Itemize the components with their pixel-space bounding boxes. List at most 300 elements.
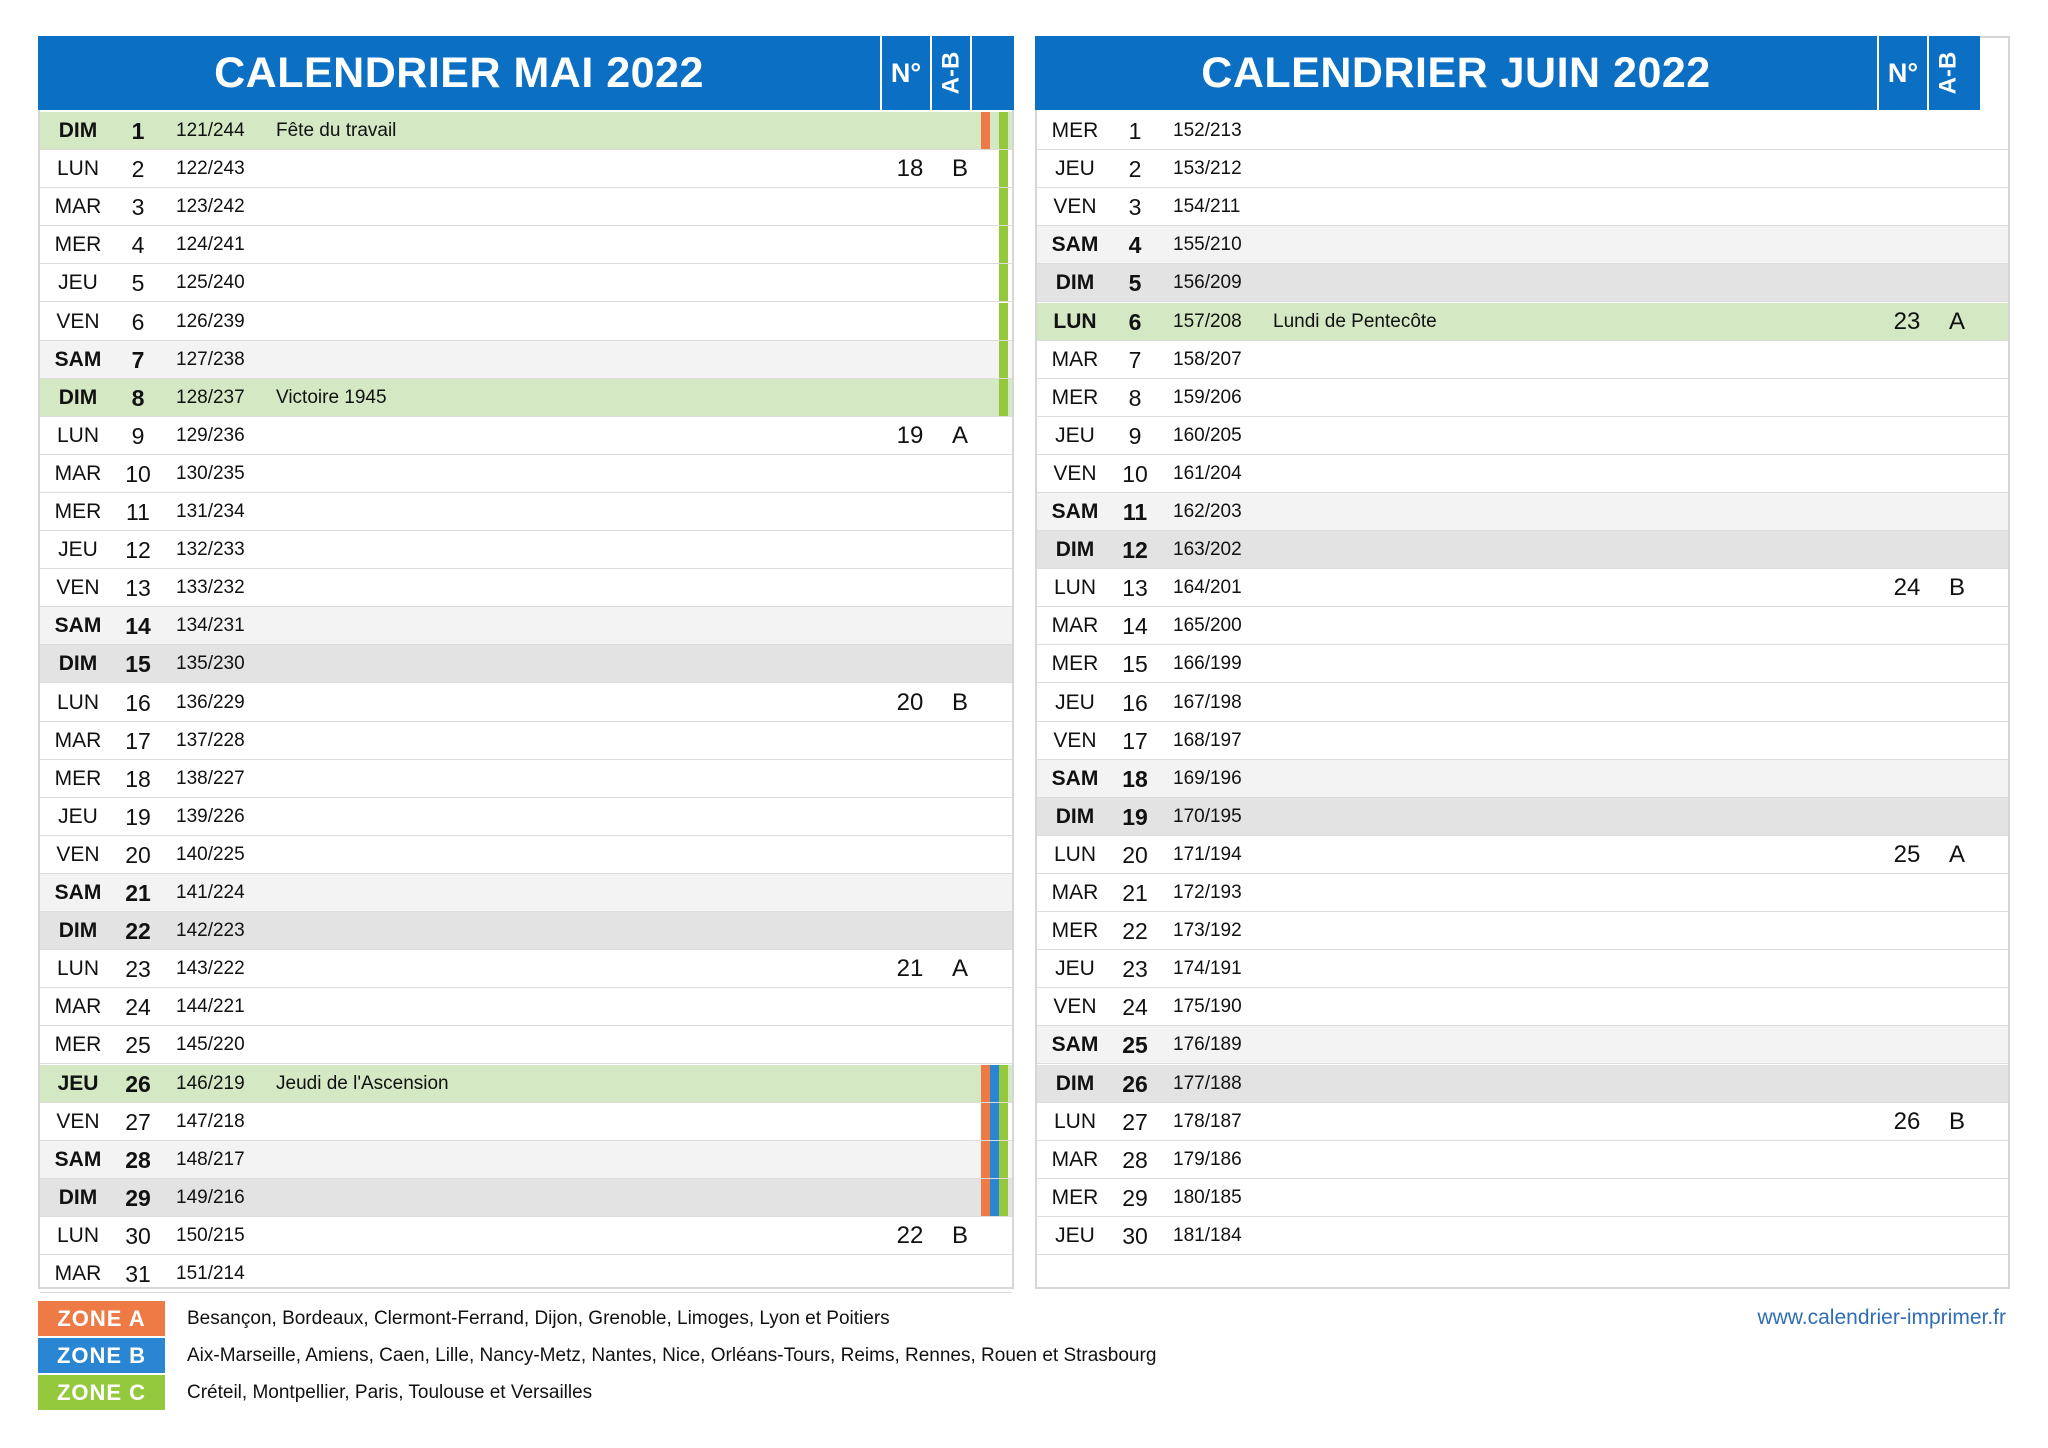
day-number: 8 <box>1128 384 1142 411</box>
day-number: 13 <box>125 575 151 602</box>
day-number: 10 <box>1122 460 1148 487</box>
day-of-year: 139/226 <box>176 805 245 827</box>
weekday: MAR <box>1051 614 1099 638</box>
day-of-year: 137/228 <box>176 729 245 751</box>
weekday: LUN <box>1053 576 1096 600</box>
day-of-year: 141/224 <box>176 882 245 903</box>
day-number: 4 <box>1128 232 1142 259</box>
weekday: MAR <box>1051 881 1099 904</box>
weekday: LUN <box>56 423 99 447</box>
school-holiday-zone-c-marker <box>999 188 1008 225</box>
weekday: MER <box>1051 385 1099 409</box>
june-header <box>1035 36 1980 110</box>
day-of-year: 134/231 <box>176 615 245 637</box>
day-of-year: 171/194 <box>1173 843 1242 865</box>
day-of-year: 128/237 <box>176 386 245 408</box>
day-row <box>40 112 1012 150</box>
day-row <box>40 264 1012 302</box>
day-row <box>1037 722 2008 760</box>
weekday: SAM <box>1051 766 1099 790</box>
day-number: 2 <box>1128 156 1142 183</box>
day-of-year: 178/187 <box>1173 1110 1242 1132</box>
day-row <box>40 950 1012 988</box>
day-row <box>40 341 1012 379</box>
day-of-year: 163/202 <box>1173 539 1242 561</box>
may-title: CALENDRIER MAI 2022 <box>214 48 704 97</box>
day-row <box>1037 760 2008 798</box>
holiday-name: Fête du travail <box>276 120 397 141</box>
day-of-year: 133/232 <box>176 577 245 599</box>
weekday: MAR <box>54 728 102 752</box>
day-number: 30 <box>1122 1222 1148 1249</box>
weekday: VEN <box>56 576 100 600</box>
day-number: 14 <box>125 613 151 640</box>
day-of-year: 148/217 <box>176 1148 245 1170</box>
weekday: DIM <box>1055 538 1095 562</box>
day-row <box>40 912 1012 950</box>
weekday: DIM <box>1055 1071 1095 1095</box>
weekday: DIM <box>58 385 98 409</box>
day-number: 2 <box>131 156 145 183</box>
day-of-year: 156/209 <box>1173 272 1242 294</box>
may-zone-column-header <box>970 36 1000 110</box>
weekday: LUN <box>1053 842 1096 866</box>
weekday: MAR <box>54 995 102 1019</box>
week-number: 26 <box>1893 1107 1921 1135</box>
week-ab: B <box>951 155 968 183</box>
day-number: 16 <box>125 689 151 716</box>
day-number: 12 <box>125 537 151 564</box>
day-of-year: 175/190 <box>1173 996 1242 1018</box>
week-number: 18 <box>896 155 924 183</box>
may-ab-column-header: A-B <box>930 36 970 110</box>
day-of-year: 172/193 <box>1173 882 1242 903</box>
day-row <box>40 760 1012 798</box>
day-row <box>40 645 1012 683</box>
school-holiday-zone-a-marker <box>981 1065 990 1102</box>
day-row <box>1037 379 2008 417</box>
weekday: LUN <box>1053 1109 1096 1133</box>
website-link[interactable]: www.calendrier-imprimer.fr <box>1757 1306 2006 1329</box>
day-number: 15 <box>125 651 151 678</box>
day-row <box>1037 417 2008 455</box>
day-number: 22 <box>1122 918 1148 945</box>
june-week-column-header: N° <box>1877 36 1927 110</box>
week-number: 23 <box>1893 307 1921 335</box>
day-row <box>1037 1026 2008 1064</box>
day-of-year: 122/243 <box>176 158 245 180</box>
day-of-year: 140/225 <box>176 843 245 865</box>
week-ab: A <box>951 955 968 983</box>
day-of-year: 131/234 <box>176 501 245 522</box>
day-of-year: 142/223 <box>176 920 245 942</box>
weekday: MER <box>1051 919 1099 943</box>
day-number: 4 <box>131 232 145 259</box>
day-row <box>1037 493 2008 531</box>
day-row <box>40 1103 1012 1141</box>
day-row <box>40 684 1012 722</box>
day-of-year: 127/238 <box>176 348 245 370</box>
day-of-year: 157/208 <box>1173 310 1242 332</box>
may-week-column-header: N° <box>880 36 930 110</box>
day-number: 5 <box>131 270 145 297</box>
day-row <box>40 798 1012 836</box>
day-row <box>40 226 1012 264</box>
day-row <box>1037 1103 2008 1141</box>
weekday: VEN <box>1053 461 1097 485</box>
day-number: 7 <box>1128 346 1142 373</box>
day-number: 1 <box>1128 118 1142 144</box>
weekday: VEN <box>1053 728 1097 752</box>
june-title: CALENDRIER JUIN 2022 <box>1201 48 1711 97</box>
weekday: MER <box>54 1033 102 1057</box>
day-of-year: 177/188 <box>1173 1072 1242 1094</box>
day-row <box>40 836 1012 874</box>
day-row <box>1037 264 2008 302</box>
day-of-year: 146/219 <box>176 1072 245 1094</box>
day-number: 1 <box>131 118 145 144</box>
day-row <box>1037 684 2008 722</box>
day-number: 18 <box>1122 765 1148 792</box>
day-of-year: 160/205 <box>1173 424 1242 446</box>
june-calendar <box>1035 36 2010 1289</box>
weekday: LUN <box>56 690 99 714</box>
school-holiday-zone-a-marker <box>981 1141 990 1178</box>
weekday: VEN <box>1053 195 1097 219</box>
day-number: 20 <box>1122 841 1148 868</box>
may-calendar <box>38 36 1014 1289</box>
day-of-year: 124/241 <box>176 234 245 256</box>
day-of-year: 154/211 <box>1173 196 1241 218</box>
day-number: 21 <box>1122 880 1148 906</box>
day-of-year: 174/191 <box>1173 958 1242 980</box>
day-row <box>1037 836 2008 874</box>
school-holiday-zone-c-marker <box>999 1103 1008 1140</box>
day-number: 9 <box>1128 422 1142 449</box>
day-number: 17 <box>125 727 151 754</box>
day-number: 9 <box>131 422 145 449</box>
day-row <box>40 1026 1012 1064</box>
day-row <box>1037 188 2008 226</box>
weekday: SAM <box>1051 500 1099 523</box>
weekday: VEN <box>1053 995 1097 1019</box>
day-of-year: 168/197 <box>1173 729 1242 751</box>
school-holiday-zone-a-marker <box>981 112 990 149</box>
day-number: 24 <box>125 994 151 1021</box>
day-number: 11 <box>126 499 150 525</box>
day-of-year: 166/199 <box>1173 653 1242 675</box>
school-holiday-zone-c-marker <box>999 379 1008 416</box>
weekday: DIM <box>1055 804 1095 828</box>
day-row <box>1037 645 2008 683</box>
zone-label: ZONE A <box>38 1301 165 1336</box>
day-number: 21 <box>125 880 151 906</box>
weekday: VEN <box>56 309 100 333</box>
week-ab: B <box>951 1221 968 1249</box>
day-row <box>1037 1141 2008 1179</box>
day-row <box>1037 112 2008 150</box>
school-holiday-zone-c-marker <box>999 303 1008 340</box>
weekday: MER <box>54 500 102 523</box>
week-number: 19 <box>896 421 924 449</box>
weekday: MAR <box>54 461 102 485</box>
day-row <box>40 874 1012 912</box>
day-row <box>40 569 1012 607</box>
weekday: JEU <box>1055 157 1095 181</box>
zone-label: ZONE C <box>38 1375 165 1410</box>
day-of-year: 169/196 <box>1173 767 1242 789</box>
weekday: SAM <box>1051 1033 1099 1057</box>
day-number: 3 <box>1128 194 1142 221</box>
weekday: DIM <box>58 652 98 676</box>
day-of-year: 147/218 <box>176 1110 245 1132</box>
weekday: JEU <box>1055 690 1095 714</box>
day-number: 13 <box>1122 575 1148 602</box>
day-number: 31 <box>125 1261 151 1287</box>
day-row <box>1037 150 2008 188</box>
day-of-year: 164/201 <box>1173 577 1242 599</box>
day-number: 25 <box>125 1032 151 1059</box>
school-holiday-zone-b-marker <box>990 1141 999 1178</box>
day-row <box>1037 988 2008 1026</box>
day-row <box>40 188 1012 226</box>
day-number: 12 <box>1122 537 1148 564</box>
weekday: JEU <box>1055 957 1095 981</box>
day-row <box>1037 874 2008 912</box>
day-of-year: 179/186 <box>1173 1148 1242 1170</box>
day-row <box>1037 607 2008 645</box>
day-row <box>40 1179 1012 1217</box>
day-number: 26 <box>125 1070 151 1097</box>
day-number: 3 <box>131 194 145 221</box>
school-holiday-zone-a-marker <box>981 1179 990 1216</box>
weekday: MER <box>1051 652 1099 676</box>
day-of-year: 162/203 <box>1173 501 1242 522</box>
day-row <box>40 607 1012 645</box>
week-ab: A <box>1948 307 1965 335</box>
day-of-year: 145/220 <box>176 1034 245 1056</box>
day-row <box>1037 950 2008 988</box>
weekday: SAM <box>54 1147 102 1171</box>
school-holiday-zone-c-marker <box>999 1065 1008 1102</box>
school-holiday-zone-b-marker <box>990 1065 999 1102</box>
day-of-year: 143/222 <box>176 958 245 980</box>
week-ab: B <box>951 688 968 716</box>
week-ab: B <box>1948 574 1965 602</box>
weekday: LUN <box>56 957 99 981</box>
weekday: LUN <box>56 1223 99 1247</box>
day-row <box>40 988 1012 1026</box>
weekday: LUN <box>56 157 99 181</box>
weekday: DIM <box>1055 271 1095 295</box>
day-number: 29 <box>125 1184 151 1211</box>
day-row <box>1037 798 2008 836</box>
day-of-year: 138/227 <box>176 767 245 789</box>
day-number: 10 <box>125 460 151 487</box>
day-number: 14 <box>1122 613 1148 640</box>
week-number: 20 <box>896 688 924 716</box>
day-of-year: 135/230 <box>176 653 245 675</box>
weekday: DIM <box>58 119 98 142</box>
day-row <box>1037 226 2008 264</box>
day-number: 6 <box>1128 308 1142 335</box>
holiday-name: Jeudi de l'Ascension <box>276 1072 449 1094</box>
day-of-year: 155/210 <box>1173 234 1242 256</box>
day-number: 16 <box>1122 689 1148 716</box>
day-of-year: 152/213 <box>1173 120 1242 141</box>
weekday: MER <box>1051 119 1099 142</box>
day-number: 6 <box>131 308 145 335</box>
weekday: JEU <box>1055 423 1095 447</box>
weekday: MAR <box>1051 347 1099 371</box>
weekday: DIM <box>58 1185 98 1209</box>
day-number: 19 <box>1122 803 1148 830</box>
day-row <box>1037 341 2008 379</box>
weekday: JEU <box>57 1071 99 1095</box>
day-of-year: 180/185 <box>1173 1186 1242 1208</box>
june-ab-column-header: A-B <box>1927 36 1967 110</box>
weekday: MER <box>1051 1185 1099 1209</box>
day-row <box>40 379 1012 417</box>
day-of-year: 165/200 <box>1173 615 1242 637</box>
day-number: 25 <box>1122 1032 1148 1059</box>
day-row <box>40 455 1012 493</box>
zone-cities: Créteil, Montpellier, Paris, Toulouse et Versailles <box>187 1382 593 1403</box>
school-holiday-zone-a-marker <box>981 1103 990 1140</box>
day-row <box>40 1065 1012 1103</box>
day-number: 28 <box>125 1146 151 1173</box>
school-holiday-zone-c-marker <box>999 1179 1008 1216</box>
day-of-year: 151/214 <box>176 1263 245 1284</box>
weekday: MAR <box>54 1262 102 1285</box>
day-row <box>40 1255 1012 1293</box>
day-row <box>40 493 1012 531</box>
day-row <box>1037 455 2008 493</box>
day-number: 26 <box>1122 1070 1148 1097</box>
day-number: 27 <box>1122 1108 1148 1135</box>
zone-cities: Besançon, Bordeaux, Clermont-Ferrand, Dijon, Grenoble, Limoges, Lyon et Poitiers <box>187 1308 890 1329</box>
day-number: 30 <box>125 1222 151 1249</box>
weekday: JEU <box>58 271 98 295</box>
day-of-year: 129/236 <box>176 424 245 446</box>
day-of-year: 158/207 <box>1173 348 1242 370</box>
day-number: 19 <box>125 803 151 830</box>
day-number: 28 <box>1122 1146 1148 1173</box>
weekday: MAR <box>54 195 102 219</box>
day-number: 8 <box>131 384 145 411</box>
weekday: SAM <box>54 614 102 638</box>
weekday: JEU <box>1055 1223 1095 1247</box>
school-holiday-zone-b-marker <box>990 1103 999 1140</box>
day-number: 11 <box>1122 499 1148 525</box>
day-row <box>1037 1179 2008 1217</box>
week-ab: B <box>1948 1107 1965 1135</box>
week-ab: A <box>1948 840 1965 868</box>
day-row <box>1037 569 2008 607</box>
day-number: 7 <box>131 346 145 373</box>
day-number: 24 <box>1122 994 1148 1021</box>
day-row <box>40 1141 1012 1179</box>
weekday: JEU <box>58 538 98 562</box>
day-of-year: 123/242 <box>176 196 245 218</box>
weekday: VEN <box>56 842 100 866</box>
may-header <box>38 36 1014 110</box>
day-row <box>40 722 1012 760</box>
weekday: JEU <box>58 804 98 828</box>
school-holiday-zone-b-marker <box>990 1179 999 1216</box>
day-of-year: 161/204 <box>1173 462 1242 484</box>
day-row <box>40 1217 1012 1255</box>
day-of-year: 136/229 <box>176 691 245 713</box>
school-holiday-zone-c-marker <box>999 226 1008 263</box>
week-number: 25 <box>1893 840 1921 868</box>
day-row <box>1037 912 2008 950</box>
day-of-year: 126/239 <box>176 310 245 332</box>
holiday-name: Victoire 1945 <box>276 386 387 408</box>
day-number: 27 <box>125 1108 151 1135</box>
day-row <box>1037 303 2008 341</box>
day-row <box>40 150 1012 188</box>
week-number: 22 <box>896 1221 924 1249</box>
day-row <box>40 531 1012 569</box>
school-holiday-zone-c-marker <box>999 112 1008 149</box>
day-row <box>1037 531 2008 569</box>
day-of-year: 167/198 <box>1173 691 1242 713</box>
day-number: 18 <box>125 765 151 792</box>
day-of-year: 153/212 <box>1173 158 1242 180</box>
day-number: 5 <box>1128 270 1142 297</box>
week-number: 24 <box>1893 574 1921 602</box>
day-row <box>40 417 1012 455</box>
day-row <box>1037 1065 2008 1103</box>
day-row <box>1037 1217 2008 1255</box>
day-number: 15 <box>1122 651 1148 678</box>
day-number: 22 <box>125 918 151 945</box>
weekday: MER <box>54 233 102 257</box>
day-of-year: 173/192 <box>1173 920 1242 942</box>
day-of-year: 159/206 <box>1173 386 1242 408</box>
holiday-name: Lundi de Pentecôte <box>1273 310 1437 332</box>
weekday: SAM <box>54 881 102 904</box>
week-number: 21 <box>896 955 924 983</box>
day-of-year: 149/216 <box>176 1186 245 1208</box>
day-of-year: 170/195 <box>1173 805 1242 827</box>
weekday: DIM <box>58 919 98 943</box>
school-holiday-zone-c-marker <box>999 1141 1008 1178</box>
weekday: LUN <box>1053 309 1097 333</box>
day-of-year: 181/184 <box>1173 1224 1242 1246</box>
day-row <box>40 303 1012 341</box>
zone-label: ZONE B <box>38 1338 165 1373</box>
day-of-year: 144/221 <box>176 996 245 1018</box>
day-of-year: 130/235 <box>176 462 245 484</box>
school-holiday-zone-c-marker <box>999 341 1008 378</box>
school-holiday-zone-c-marker <box>999 150 1008 187</box>
weekday: MAR <box>1051 1147 1099 1171</box>
day-number: 20 <box>125 841 151 868</box>
weekday: SAM <box>1051 233 1099 257</box>
day-number: 29 <box>1122 1184 1148 1211</box>
weekday: VEN <box>56 1109 100 1133</box>
weekday: MER <box>54 766 102 790</box>
day-of-year: 125/240 <box>176 272 245 294</box>
day-of-year: 176/189 <box>1173 1034 1242 1056</box>
day-number: 17 <box>1122 727 1148 754</box>
day-of-year: 132/233 <box>176 539 245 561</box>
day-of-year: 121/244 <box>176 120 245 141</box>
day-of-year: 150/215 <box>176 1224 245 1246</box>
day-number: 23 <box>1122 956 1148 983</box>
